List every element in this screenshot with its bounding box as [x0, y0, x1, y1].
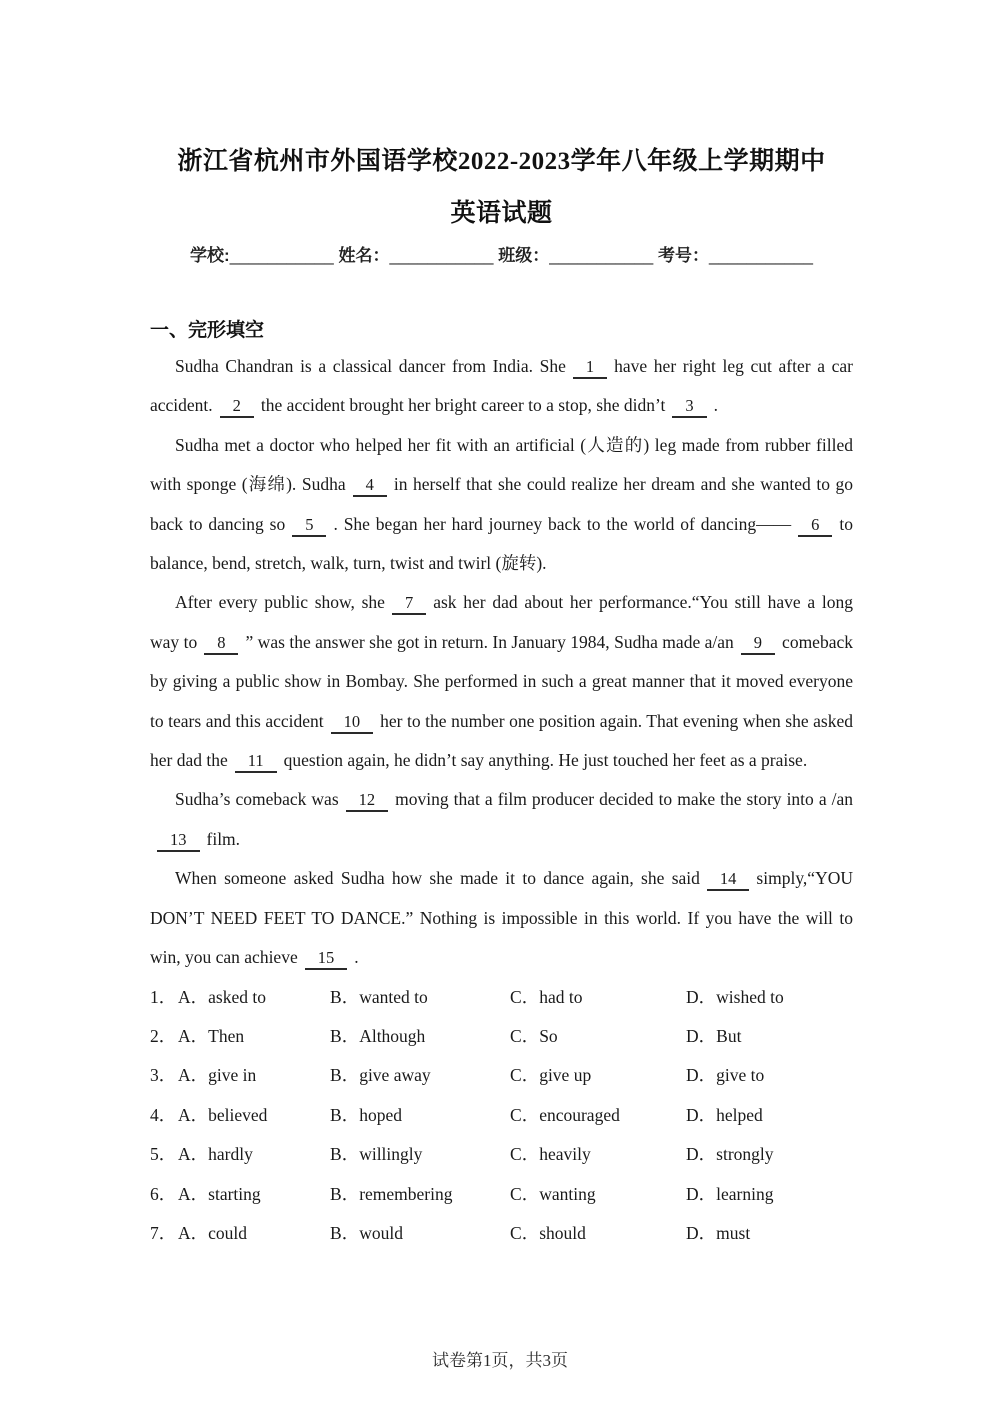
option-letter: D	[686, 1183, 699, 1204]
question-row-5	[150, 1135, 853, 1174]
separator: ．	[158, 1183, 177, 1204]
option-letter: C	[510, 1025, 522, 1046]
option-text: remembering	[359, 1183, 453, 1204]
separator: ．	[521, 1222, 540, 1243]
question-row-6	[150, 1175, 853, 1214]
page-content	[150, 0, 853, 1253]
passage-text: Sudha met a doctor who helped her fit with an artificial (人造的) leg made from rubber filled with sponge (海绵). Sudha	[150, 434, 853, 495]
separator: ．	[698, 1183, 717, 1204]
cloze-blank-4: 4	[353, 475, 387, 497]
option-text: believed	[208, 1104, 268, 1125]
cloze-blank-1: 1	[573, 357, 607, 379]
option-c	[510, 1214, 686, 1253]
option-c	[510, 1017, 686, 1056]
separator: ．	[158, 1025, 177, 1046]
passage-text: have her right leg cut after a car accident.	[150, 356, 853, 416]
separator: ．	[190, 1065, 209, 1086]
cloze-blank-9: 9	[741, 633, 775, 655]
passage-text: comeback by giving a public show in Bombay. She performed in such a great manner that it moved everyone to tears and this accident	[150, 631, 853, 731]
option-d	[686, 1214, 853, 1253]
separator: ．	[341, 1104, 360, 1125]
option-letter: B	[330, 1025, 342, 1046]
examno-field-label: 考号：	[657, 246, 709, 265]
option-text: encouraged	[539, 1104, 620, 1125]
separator: ．	[341, 1183, 360, 1204]
option-b	[330, 1096, 510, 1135]
option-text: must	[716, 1222, 751, 1243]
question-number: 4．	[150, 1104, 177, 1125]
option-a	[178, 1214, 330, 1253]
passage-text: in herself that she could realize her dream and she wanted to go back to dancing so	[150, 474, 853, 534]
separator: ．	[190, 1183, 209, 1204]
question-row-2	[150, 1017, 853, 1056]
option-letter: B	[330, 986, 342, 1007]
question-number: 7．	[150, 1222, 177, 1243]
separator: ．	[521, 1183, 540, 1204]
separator: ．	[698, 1104, 717, 1125]
separator: ．	[158, 1104, 177, 1125]
option-letter: B	[330, 1183, 342, 1204]
option-letter: A	[178, 1144, 191, 1165]
cloze-blank-15: 15	[305, 948, 348, 970]
separator: ．	[341, 1222, 360, 1243]
separator: ．	[190, 1144, 209, 1165]
option-text: Although	[359, 1025, 426, 1046]
passage-text: film.	[206, 828, 241, 849]
option-c	[510, 1175, 686, 1214]
passage-text: ask her dad about her performance.“You still have a long way to	[150, 592, 854, 652]
name-field-blank: ___________	[389, 246, 494, 265]
option-c	[510, 978, 686, 1017]
separator: ．	[341, 986, 360, 1007]
passage-text: simply,“YOU DON’T NEED FEET TO DANCE.” Nothing is impossible in this world. If you have the will to win, you can achieve	[150, 868, 853, 968]
question-list	[150, 978, 853, 1254]
option-text: willingly	[359, 1144, 423, 1165]
option-text: But	[716, 1025, 742, 1046]
passage-text: When someone asked Sudha how she made it to dance again, she said	[175, 868, 700, 889]
option-c	[510, 1135, 686, 1174]
separator: ．	[521, 1104, 540, 1125]
option-letter: D	[686, 1144, 699, 1165]
option-text: hardly	[208, 1144, 253, 1165]
passage-text: the accident brought her bright career to a stop, she didn’t	[260, 395, 666, 416]
option-letter: D	[686, 986, 699, 1007]
question-row-4	[150, 1096, 853, 1135]
option-letter: A	[178, 1183, 191, 1204]
option-letter: D	[686, 1065, 699, 1086]
separator: ．	[190, 1222, 209, 1243]
section-heading-cloze: 一、完形填空	[150, 320, 265, 341]
option-text: give to	[716, 1065, 765, 1086]
separator: ．	[698, 986, 717, 1007]
option-letter: C	[510, 1104, 522, 1125]
option-d	[686, 1135, 853, 1174]
separator: ．	[698, 1144, 717, 1165]
option-letter: B	[330, 1222, 342, 1243]
option-d	[686, 1056, 853, 1095]
separator: ．	[698, 1065, 717, 1086]
passage-text: ” was the answer she got in return. In January 1984, Sudha made a/an	[245, 631, 734, 652]
option-a	[178, 978, 330, 1017]
cloze-blank-8: 8	[204, 633, 238, 655]
option-letter: A	[178, 1222, 191, 1243]
separator: ．	[341, 1065, 360, 1086]
separator: ．	[521, 986, 540, 1007]
cloze-blank-3: 3	[672, 396, 706, 418]
cloze-blank-13: 13	[157, 830, 200, 852]
passage-text: moving that a film producer decided to make the story into a /an	[395, 789, 853, 810]
option-text: Then	[208, 1025, 245, 1046]
passage-text: Sudha’s comeback was	[175, 789, 339, 810]
option-letter: B	[330, 1144, 342, 1165]
separator: ．	[698, 1222, 717, 1243]
cloze-blank-11: 11	[235, 751, 277, 773]
passage-text: .	[354, 947, 359, 968]
separator: ．	[521, 1065, 540, 1086]
separator: ．	[521, 1025, 540, 1046]
question-row-7	[150, 1214, 853, 1253]
option-b	[330, 1017, 510, 1056]
option-a	[178, 1056, 330, 1095]
question-number: 1．	[150, 986, 177, 1007]
option-text: helped	[716, 1104, 763, 1125]
option-text: asked to	[208, 986, 266, 1007]
question-number: 6．	[150, 1183, 177, 1204]
name-field-label: 姓名：	[338, 246, 390, 265]
option-b	[330, 978, 510, 1017]
option-d	[686, 1017, 853, 1056]
question-row-1	[150, 978, 853, 1017]
passage-text: .	[713, 395, 719, 416]
student-info-line	[150, 243, 853, 269]
separator: ．	[158, 1144, 177, 1165]
option-d	[686, 1175, 853, 1214]
option-text: give away	[359, 1065, 431, 1086]
option-text: wanted to	[359, 986, 428, 1007]
separator: ．	[190, 986, 209, 1007]
option-letter: C	[510, 1222, 522, 1243]
cloze-blank-7: 7	[392, 593, 426, 615]
separator: ．	[341, 1144, 360, 1165]
question-number: 5．	[150, 1144, 177, 1165]
option-a	[178, 1096, 330, 1135]
cloze-blank-2: 2	[220, 396, 254, 418]
separator: ．	[158, 1222, 177, 1243]
option-text: So	[539, 1025, 558, 1046]
cloze-blank-6: 6	[798, 515, 832, 537]
separator: ．	[158, 986, 177, 1007]
option-text: strongly	[716, 1144, 774, 1165]
passage-text: Sudha Chandran is a classical dancer from India. She	[175, 356, 566, 376]
page-footer: 试卷第1页，共3页	[432, 1351, 568, 1370]
school-field-blank: ___________	[229, 246, 334, 265]
separator: ．	[158, 1065, 177, 1086]
option-letter: D	[686, 1025, 699, 1046]
option-letter: C	[510, 986, 522, 1007]
passage-paragraph	[150, 859, 853, 977]
option-text: learning	[716, 1183, 774, 1204]
option-text: had to	[539, 986, 583, 1007]
option-letter: D	[686, 1222, 699, 1243]
passage-paragraph	[150, 583, 853, 780]
passage-paragraph	[150, 347, 853, 426]
separator: ．	[698, 1025, 717, 1046]
cloze-passage	[150, 347, 853, 978]
school-field-label: 学校:	[190, 246, 230, 265]
option-a	[178, 1135, 330, 1174]
option-b	[330, 1135, 510, 1174]
option-text: give up	[539, 1065, 592, 1086]
exam-title-line1: 浙江省杭州市外国语学校2022-2023学年八年级上学期期中	[177, 148, 826, 175]
option-d	[686, 978, 853, 1017]
option-text: wanting	[539, 1183, 596, 1204]
class-field-label: 班级：	[498, 246, 550, 265]
cloze-blank-10: 10	[331, 712, 374, 734]
option-letter: A	[178, 1104, 191, 1125]
option-b	[330, 1056, 510, 1095]
separator: ．	[190, 1025, 209, 1046]
option-letter: D	[686, 1104, 699, 1125]
separator: ．	[341, 1025, 360, 1046]
passage-paragraph	[150, 426, 853, 584]
option-a	[178, 1017, 330, 1056]
passage-text: to balance, bend, stretch, walk, turn, twist and twirl (旋转).	[150, 513, 853, 574]
cloze-blank-5: 5	[292, 515, 326, 537]
option-letter: A	[178, 1025, 191, 1046]
option-text: starting	[208, 1183, 261, 1204]
option-b	[330, 1214, 510, 1253]
option-text: hoped	[359, 1104, 402, 1125]
passage-text: After every public show, she	[175, 592, 385, 613]
option-letter: B	[330, 1104, 342, 1125]
passage-text: question again, he didn’t say anything. He just touched her feet as a praise.	[283, 750, 808, 771]
option-d	[686, 1096, 853, 1135]
exam-title-line2: 英语试题	[450, 200, 553, 227]
option-text: should	[539, 1222, 586, 1243]
option-letter: C	[510, 1144, 522, 1165]
cloze-blank-12: 12	[346, 790, 389, 812]
option-letter: C	[510, 1065, 522, 1086]
page-title	[150, 136, 853, 240]
separator: ．	[521, 1144, 540, 1165]
class-field-blank: ___________	[549, 246, 654, 265]
option-letter: C	[510, 1183, 522, 1204]
option-text: wished to	[716, 986, 784, 1007]
cloze-blank-14: 14	[707, 869, 750, 891]
passage-paragraph	[150, 780, 853, 859]
option-text: could	[208, 1222, 248, 1243]
option-letter: A	[178, 986, 191, 1007]
option-letter: A	[178, 1065, 191, 1086]
option-b	[330, 1175, 510, 1214]
option-c	[510, 1096, 686, 1135]
question-number: 2．	[150, 1025, 177, 1046]
examno-field-blank: ___________	[708, 246, 813, 265]
option-text: heavily	[539, 1144, 591, 1165]
question-number: 3．	[150, 1065, 177, 1086]
separator: ．	[190, 1104, 209, 1125]
option-a	[178, 1175, 330, 1214]
option-text: give in	[208, 1065, 257, 1086]
option-text: would	[359, 1222, 403, 1243]
option-c	[510, 1056, 686, 1095]
passage-text: her to the number one position again. That evening when she asked her dad the	[150, 710, 853, 771]
option-letter: B	[330, 1065, 342, 1086]
passage-text: . She began her hard journey back to the world of dancing——	[333, 513, 792, 534]
question-row-3	[150, 1056, 853, 1095]
